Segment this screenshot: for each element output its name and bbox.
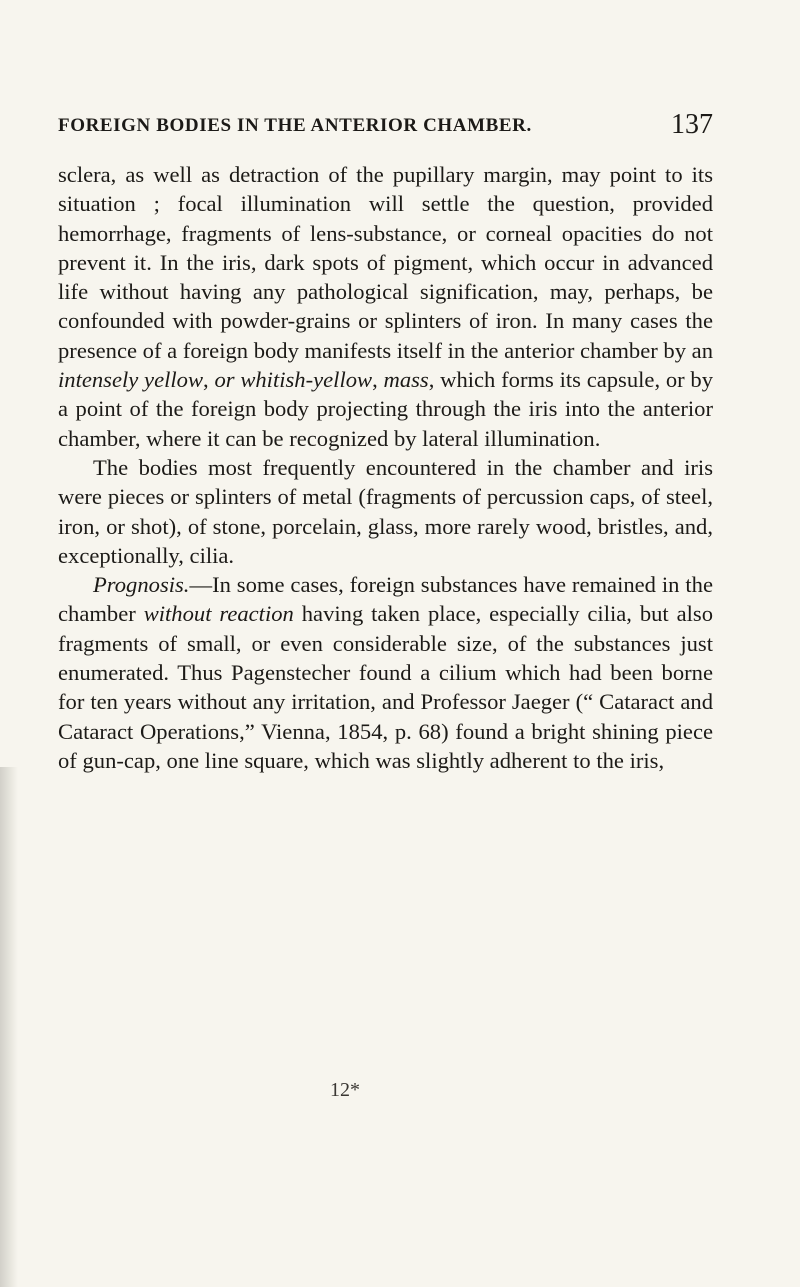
page-number: 137 (671, 109, 713, 140)
paragraph-2 (58, 453, 713, 570)
text-segment: , (372, 367, 384, 393)
signature-mark: 12* (330, 1079, 360, 1101)
text-segment: , which forms its capsule, or by a point of the foreign body projecting through the iris into the anterior chamber, where it can be recognized by lateral illumination. (58, 367, 714, 451)
italic-text-segment: or whitish-yellow (214, 367, 373, 393)
paragraph-1 (58, 160, 713, 453)
text-segment: , (203, 367, 215, 393)
page-edge-shadow (0, 767, 18, 1287)
paragraph-3 (58, 570, 713, 775)
text-segment: sclera, as well as detraction of the pupillary margin, may point to its situation ; focal illumination will settle the question, provided hemorrhage, fragments of lens-substance, or corneal opacities do not prevent it. In the iris, dark spots of pigment, which occur in advanced life without having any pathological signification, may, perhaps, be confounded with powder-grains or splinters of iron. In many cases the presence of a foreign body manifests itself in the anterior chamber by an (58, 162, 713, 363)
page-header (58, 109, 713, 147)
italic-text-segment: without reaction (143, 601, 294, 627)
italic-text-segment: mass (383, 367, 429, 393)
text-segment: having taken place, especially cilia, but also fragments of small, or even considerable size, of the substances just enumerated. Thus Pagenstecher found a cilium which had been borne for ten years without any irritation, and Professor Jaeger (“ Cataract and Cataract Operations,” Vienna, 1854, p. 68) found a bright shining piece of gun-cap, one line square, which was slightly adherent to the iris, (58, 601, 713, 773)
running-head: FOREIGN BODIES IN THE ANTERIOR CHAMBER. (58, 115, 532, 136)
body-text (58, 160, 713, 775)
italic-text-segment: intensely yellow (58, 367, 204, 393)
text-segment: —In some cases, foreign substances have remained in the chamber (58, 572, 713, 627)
text-segment: The bodies most frequently encountered in the chamber and iris were pieces or splinters of metal (fragments of percussion caps, of steel, iron, or shot), of stone, porcelain, glass, more rarely wood, bristles, and, exceptionally, cilia. (58, 454, 713, 568)
italic-text-segment: Prognosis. (93, 572, 190, 598)
